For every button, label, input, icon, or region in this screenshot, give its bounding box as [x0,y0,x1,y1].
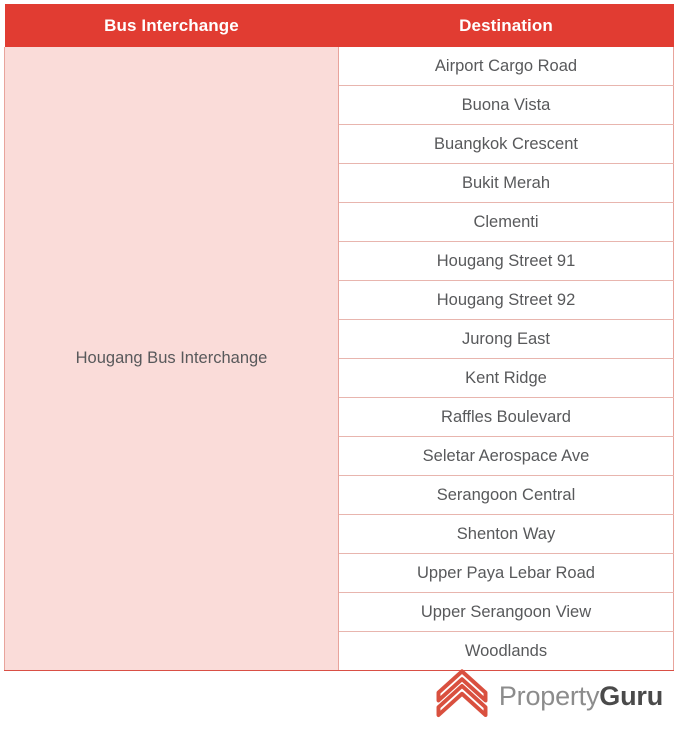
propertyguru-logo [434,668,663,724]
destination-cell: Seletar Aerospace Ave [339,437,674,476]
destination-cell: Kent Ridge [339,359,674,398]
bus-interchange-table [4,4,674,671]
destination-cell: Hougang Street 91 [339,242,674,281]
footer [0,660,677,738]
destination-cell: Woodlands [339,632,674,671]
bus-interchange-table-container [4,4,673,660]
interchange-name-cell: Hougang Bus Interchange [5,47,339,671]
destination-cell: Jurong East [339,320,674,359]
destination-cell: Buona Vista [339,86,674,125]
destination-cell: Upper Paya Lebar Road [339,554,674,593]
column-header-destination: Destination [339,4,674,47]
destination-cell: Airport Cargo Road [339,47,674,86]
destination-cell: Raffles Boulevard [339,398,674,437]
table-header [5,4,674,47]
destination-cell: Serangoon Central [339,476,674,515]
destination-cell: Hougang Street 92 [339,281,674,320]
table-body [5,47,674,671]
destination-cell: Bukit Merah [339,164,674,203]
destination-cell: Upper Serangoon View [339,593,674,632]
destination-cell: Clementi [339,203,674,242]
destination-cell: Buangkok Crescent [339,125,674,164]
table-row [5,47,674,86]
logo-text-guru: Guru [599,680,663,711]
propertyguru-house-icon [434,668,490,724]
logo-text-property: Property [498,680,600,711]
propertyguru-wordmark [498,680,663,711]
column-header-bus-interchange: Bus Interchange [5,4,339,47]
table-header-row [5,4,674,47]
destination-cell: Shenton Way [339,515,674,554]
